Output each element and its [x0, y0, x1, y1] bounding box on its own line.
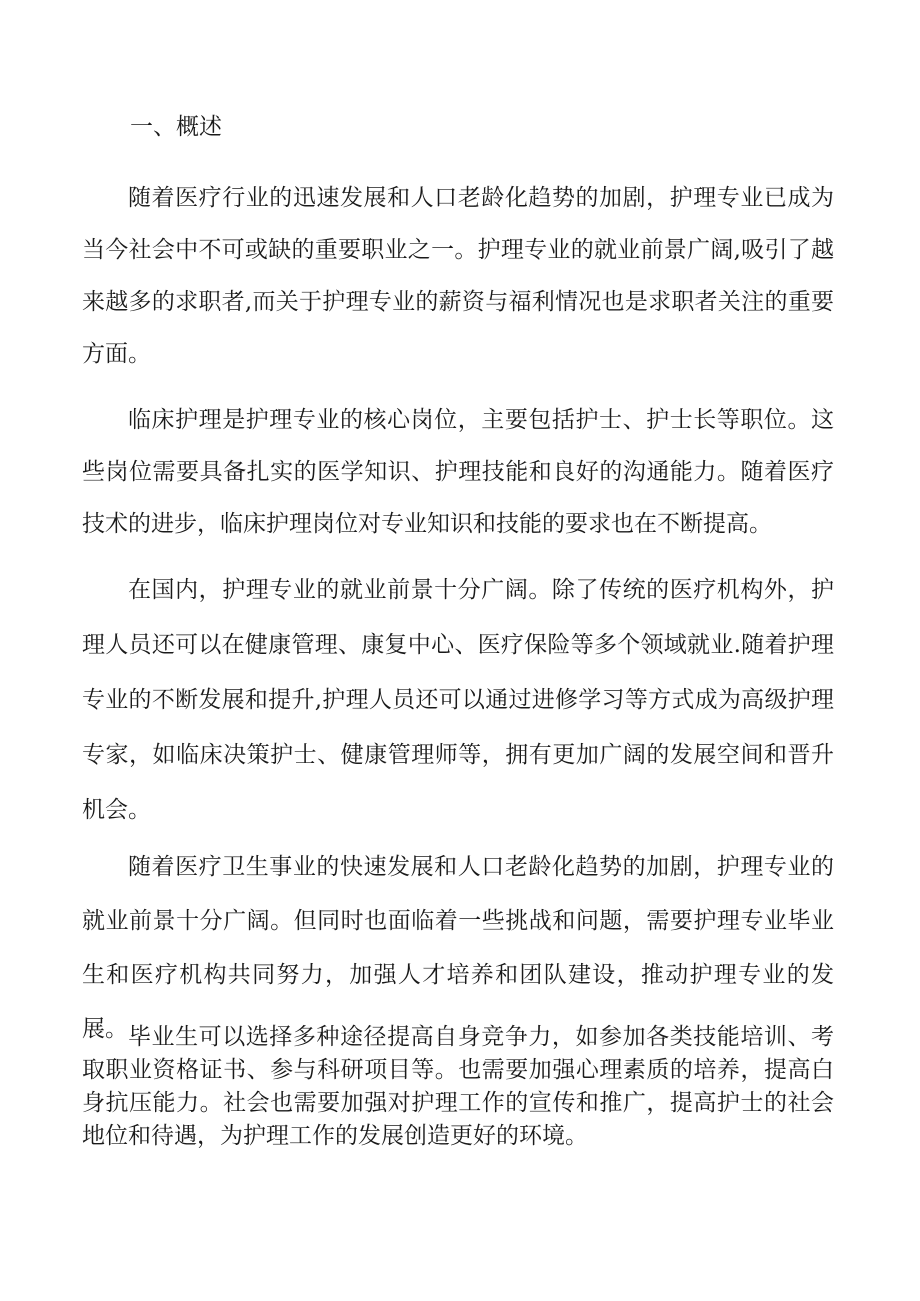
paragraph-competitiveness: 毕业生可以选择多种途径提高自身竞争力，如参加各类技能培训、考取职业资格证书、参与科研项目等。也需要加强心理素质的培养，提高白身抗压能力。社会也需要加强对护理工作的宣传和推广，提高护士的社会地位和待遇，为护理工作的发展创造更好的环境。	[82, 1024, 834, 1149]
paragraph-overview: 随着医疗行业的迅速发展和人口老龄化趋势的加剧，护理专业已成为当今社会中不可或缺的重要职业之一。护理专业的就业前景广阔,吸引了越来越多的求职者,而关于护理专业的薪资与福利情况也是求职者关注的重要方面。	[82, 185, 834, 367]
paragraph-challenges: 随着医疗卫生事业的快速发展和人口老龄化趋势的加剧，护理专业的就业前景十分广阔。但同时也面临着一些挑战和问题，需要护理专业毕业生和医疗机构共同努力，加强人才培养和团队建设，推动护理专业的发展。	[82, 854, 834, 1042]
paragraph-clinical-nursing: 临床护理是护理专业的核心岗位，主要包括护士、护士长等职位。这些岗位需要具备扎实的医学知识、护理技能和良好的沟通能力。随着医疗技术的进步，临床护理岗位对专业知识和技能的要求也在不断提高。	[82, 407, 834, 537]
paragraph-domestic-prospects: 在国内，护理专业的就业前景十分广阔。除了传统的医疗机构外，护理人员还可以在健康管理、康复中心、医疗保险等多个领域就业.随着护理专业的不断发展和提升,护理人员还可以通过进修学习等方式成为高级护理专家，如临床决策护士、健康管理师等，拥有更加广阔的发展空间和晋升机会。	[82, 577, 834, 823]
section-heading: 一、概述	[130, 114, 222, 140]
